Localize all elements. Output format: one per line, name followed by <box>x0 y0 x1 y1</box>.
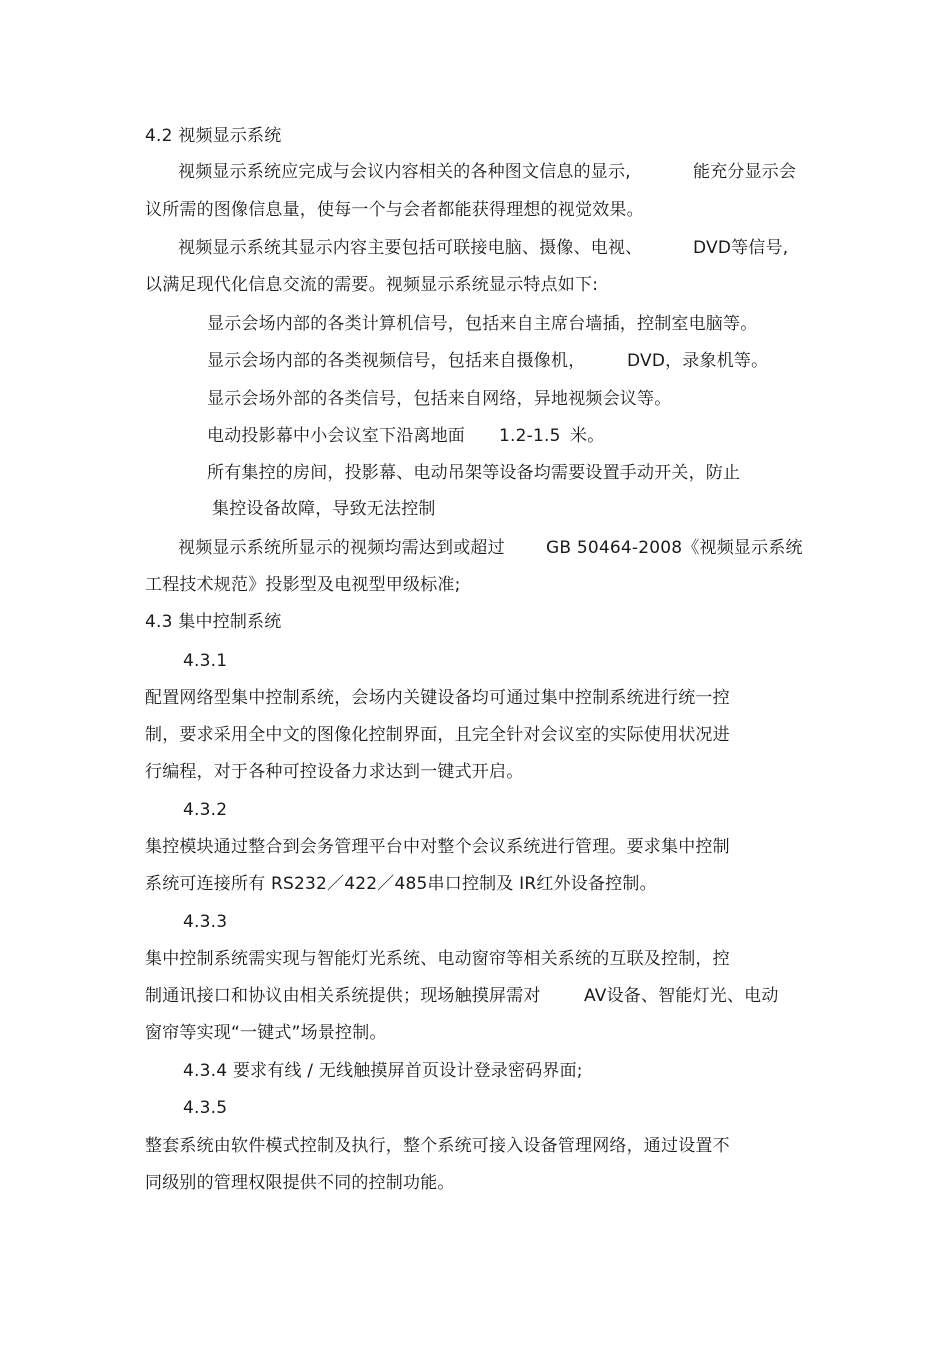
heading-text: 4.2 视频显示系统 <box>145 126 282 146</box>
paragraph-text: 视频显示系统应完成与会议内容相关的各种图文信息的显示, <box>178 162 631 182</box>
paragraph-text: 制，要求采用全中文的图像化控制界面，且完全针对会议室的实际使用状况进 <box>145 725 730 745</box>
paragraph-text: GB 50464-2008《视频显示系统 <box>546 538 803 558</box>
paragraph-text: DVD等信号, <box>693 238 789 258</box>
paragraph-text: 同级别的管理权限提供不同的控制功能。 <box>145 1173 455 1193</box>
list-item-text: 集控设备故障，导致无法控制 <box>212 499 436 519</box>
list-item-text: 显示会场内部的各类计算机信号，包括来自主席台墙插，控制室电脑等。 <box>207 314 758 334</box>
paragraph-text: 系统可连接所有 RS232／422／485串口控制及 IR红外设备控制。 <box>145 874 657 894</box>
list-item-text: DVD，录象机等。 <box>627 351 769 371</box>
paragraph-text: 视频显示系统其显示内容主要包括可联接电脑、摄像、电视、 <box>178 238 643 258</box>
paragraph-text: 窗帘等实现“一键式”场景控制。 <box>145 1023 387 1043</box>
list-item-text: 米。 <box>570 426 605 446</box>
paragraph-text: 行编程，对于各种可控设备力求达到一键式开启。 <box>145 762 524 782</box>
paragraph-text: AV设备、智能灯光、电动 <box>584 986 779 1006</box>
list-item-text: 1.2-1.5 <box>499 426 561 446</box>
subsection-number-text: 4.3.2 <box>183 800 228 820</box>
subsection-text: 4.3.4 要求有线 / 无线触摸屏首页设计登录密码界面; <box>183 1061 583 1081</box>
paragraph-text: 集中控制系统需实现与智能灯光系统、电动窗帘等相关系统的互联及控制，控 <box>145 949 730 969</box>
list-item-text: 显示会场外部的各类信号，包括来自网络，异地视频会议等。 <box>207 389 672 409</box>
list-item-text: 所有集控的房间，投影幕、电动吊架等设备均需要设置手动开关，防止 <box>207 463 741 483</box>
list-item-text: 电动投影幕中小会议室下沿离地面 <box>207 426 465 446</box>
paragraph-text: 议所需的图像信息量，使每一个与会者都能获得理想的视觉效果。 <box>145 200 644 220</box>
paragraph-text: 以满足现代化信息交流的需要。视频显示系统显示特点如下: <box>145 275 599 295</box>
list-item-text: 显示会场内部的各类视频信号，包括来自摄像机， <box>207 351 586 371</box>
paragraph-text: 配置网络型集中控制系统，会场内关键设备均可通过集中控制系统进行统一控 <box>145 688 730 708</box>
paragraph-text: 集控模块通过整合到会务管理平台中对整个会议系统进行管理。要求集中控制 <box>145 837 730 857</box>
paragraph-text: 整套系统由软件模式控制及执行，整个系统可接入设备管理网络，通过设置不 <box>145 1136 730 1156</box>
subsection-number-text: 4.3.5 <box>183 1098 228 1118</box>
subsection-number-text: 4.3.1 <box>183 651 228 671</box>
subsection-number-text: 4.3.3 <box>183 912 228 932</box>
paragraph-text: 制通讯接口和协议由相关系统提供；现场触摸屏需对 <box>145 986 541 1006</box>
heading-text: 4.3 集中控制系统 <box>145 612 282 632</box>
paragraph-text: 工程技术规范》投影型及电视型甲级标准; <box>145 575 461 595</box>
paragraph-text: 能充分显示会 <box>693 162 797 182</box>
paragraph-text: 视频显示系统所显示的视频均需达到或超过 <box>178 538 505 558</box>
